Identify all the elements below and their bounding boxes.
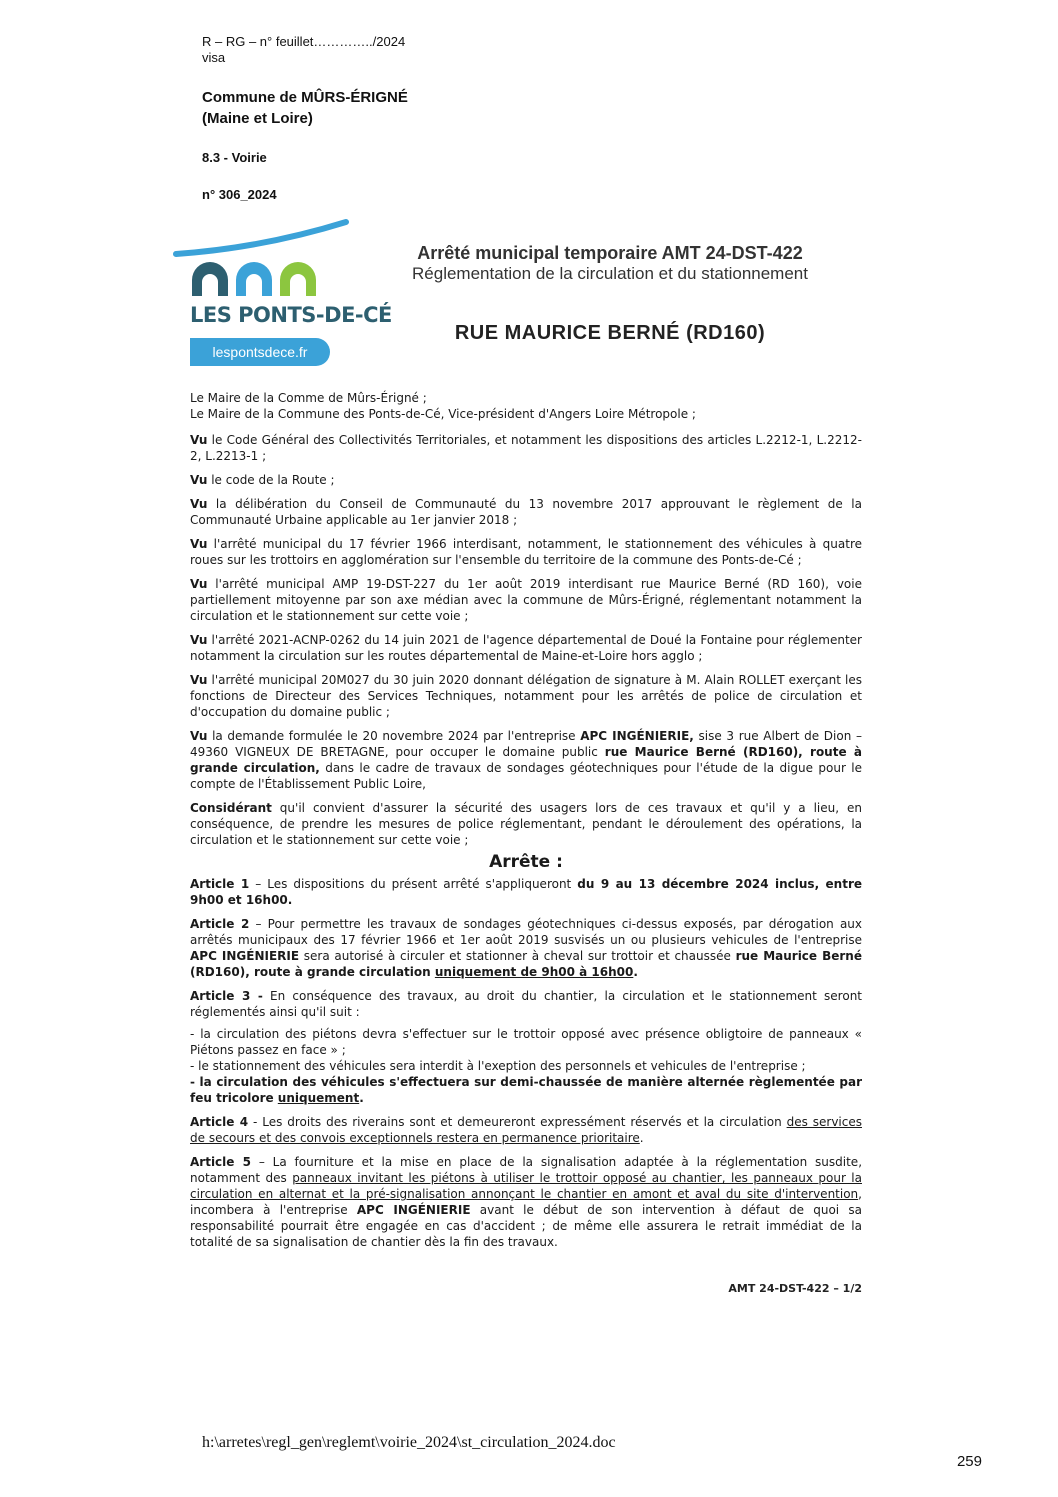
article-dates: du 9 au 13 décembre 2024 inclus, entre 9h00 et 16h00. <box>190 877 862 907</box>
vu-paragraph <box>190 632 862 664</box>
article-text: – La fourniture et la mise en place de la signalisation adaptée à la réglementation susdite, notamment des <box>190 1155 863 1185</box>
vu-paragraph <box>190 496 862 528</box>
article-text: . <box>359 1091 364 1105</box>
vu-text: sise 3 rue Albert de Dion – 49360 VIGNEUX DE BRETAGNE, pour occuper le domaine public <box>190 729 862 759</box>
vu-paragraph <box>190 576 862 624</box>
article-text: uniquement <box>277 1091 360 1105</box>
article-text: – Les dispositions du présent arrêté s'appliqueront <box>249 877 578 891</box>
vu-text: la délibération du Conseil de Communauté du 13 novembre 2017 approuvant le règlement de la Communauté Urbaine applicable au 1er janvier 2018 ; <box>190 497 862 527</box>
visa-label: visa <box>202 50 226 65</box>
article-text: des services de secours et des convois exceptionnels restera en permanence prioritaire <box>190 1115 862 1145</box>
vu-text: l'arrêté municipal du 17 février 1966 interdisant, notamment, le stationnement des véhicules à quatre roues sur les trottoirs en agglomération sur l'ensemble du territoire de la commune des Ponts-de-Cé ; <box>190 537 862 567</box>
vu-paragraph <box>190 472 862 488</box>
arrete-subtitle: Réglementation de la circulation et du stationnement <box>412 264 808 283</box>
article-label: Article 4 <box>190 1115 249 1129</box>
street-name: rue Maurice Berné (RD160), route à grande circulation <box>190 949 862 979</box>
vu-keyword: Vu <box>190 673 208 687</box>
arrete-body <box>190 390 862 1258</box>
vu-text: l'arrêté municipal AMP 19-DST-227 du 1er août 2019 interdisant rue Maurice Berné (RD 160), voie partiellement mitoyenne par son axe médian avec la commune de Mûrs-Érigné, réglementant notamment la circulation et le stationnement sur cette voie ; <box>190 577 862 623</box>
commune-department: (Maine et Loire) <box>202 110 313 127</box>
article-2 <box>190 916 862 980</box>
article-text: , incombera à l'entreprise <box>190 1187 862 1217</box>
logo-url: lespontsdece.fr <box>190 338 330 366</box>
company-name: APC INGÉNIERIE <box>190 949 300 963</box>
preamble-mayor-1: Le Maire de la Comme de Mûrs-Érigné ; <box>190 391 427 405</box>
vu-text: la demande formulée le 20 novembre 2024 par l'entreprise <box>207 729 581 743</box>
article-text: panneaux invitant les piétons à utiliser le trottoir opposé au chantier, les panneaux pour la circulation en alternat et la pré-signalisation annonçant le chantier en amont et aval du site d'intervention <box>190 1171 862 1201</box>
article-text: . <box>639 1131 644 1145</box>
article-text: - la circulation des véhicules s'effectuera sur demi-chaussée de manière alternée règlementée par feu tricolore <box>190 1075 862 1105</box>
article-1 <box>190 876 862 908</box>
article-text: – Pour permettre les travaux de sondages géotechniques ci-dessus exposés, par dérogation aux arrêtés municipaux des 17 février 1966 et 1er août 2019 susvisés un ou plusieurs vehicules de l'entreprise <box>190 917 862 947</box>
vu-demande-paragraph <box>190 728 862 792</box>
article-3-item-1: - la circulation des piétons devra s'effectuer sur le trottoir opposé avec présence obligtoire de panneaux « Piétons passez en face » ; <box>190 1027 862 1057</box>
article-text: . <box>633 965 638 979</box>
vu-text: le Code Général des Collectivités Territoriales, et notamment les dispositions des articles L.2212-1, L.2212-2, L.2213-1 ; <box>190 433 862 463</box>
vu-keyword: Vu <box>190 577 208 591</box>
page-code: AMT 24-DST-422 – 1/2 <box>728 1282 862 1295</box>
feuillet-reference: R – RG – n° feuillet…………../2024 <box>202 34 406 49</box>
article-text: - Les droits des riverains sont et demeureront expressément réservés et la circulation <box>248 1115 787 1129</box>
arrete-title: Arrêté municipal temporaire AMT 24-DST-422 <box>417 243 803 263</box>
vu-keyword: Vu <box>190 633 208 647</box>
vu-paragraph <box>190 432 862 464</box>
vu-text: le code de la Route ; <box>207 473 335 487</box>
section-label: 8.3 - Voirie <box>202 150 267 165</box>
logo-wordmark: LES PONTS-DE-CÉ <box>190 303 392 327</box>
vu-keyword: Vu <box>190 473 208 487</box>
vu-paragraph <box>190 536 862 568</box>
vu-keyword: Vu <box>190 729 208 743</box>
article-text: avant le début de son intervention à défaut de quoi sa responsabilité pourrait être engagée en cas d'accident ; de même elle assurera le retrait immédiat de la totalité de sa signalisation de chantier dès la fin des travaux. <box>190 1203 862 1249</box>
article-label: Article 1 <box>190 877 250 891</box>
street-heading: RUE MAURICE BERNÉ (RD160) <box>454 322 766 344</box>
company-name: APC INGÉNIERIE, <box>580 729 694 743</box>
page-number: 259 <box>956 1453 982 1470</box>
vu-text: l'arrêté 2021-ACNP-0262 du 14 juin 2021 de l'agence départemental de Doué la Fontaine pour réglementer notamment la circulation sur les routes départemental de Maine-et-Loire hors agglo ; <box>190 633 862 663</box>
article-4 <box>190 1114 862 1146</box>
article-hours: uniquement de 9h00 à 16h00 <box>434 965 634 979</box>
vu-keyword: Vu <box>190 433 208 447</box>
company-name: APC INGÉNIERIE <box>356 1203 471 1217</box>
vu-text: dans le cadre de travaux de sondages géotechniques pour l'étude de la digue pour le compte de l'Établissement Public Loire, <box>190 761 862 791</box>
considerant-keyword: Considérant <box>190 801 272 815</box>
considerant-paragraph <box>190 800 862 848</box>
article-label: Article 2 <box>190 917 250 931</box>
preamble-mayor-2: Le Maire de la Commune des Ponts-de-Cé, Vice-président d'Angers Loire Métropole ; <box>190 407 696 421</box>
article-label: Article 3 - <box>190 989 263 1003</box>
article-text: sera autorisé à circuler et stationner à cheval sur trottoir et chaussée <box>299 949 736 963</box>
commune-name: Commune de MÛRS-ÉRIGNÉ <box>202 89 408 106</box>
article-5 <box>190 1154 862 1250</box>
article-text: En conséquence des travaux, au droit du chantier, la circulation et le stationnement seront réglementés ainsi qu'il suit : <box>190 989 862 1019</box>
street-name: rue Maurice Berné (RD160), route à grande circulation, <box>190 745 862 775</box>
article-3 <box>190 988 862 1020</box>
preamble <box>190 390 862 422</box>
article-3-item-2: - le stationnement des véhicules sera interdit à l'exeption des personnels et vehicules de l'entreprise ; <box>190 1059 806 1073</box>
vu-keyword: Vu <box>190 537 208 551</box>
considerant-text: qu'il convient d'assurer la sécurité des usagers lors de ces travaux et qu'il y a lieu, en conséquence, de prendre les mesures de police réglementant, pendant le déroulement des opérations, la circulation et le stationnement sur cette voie ; <box>190 801 862 847</box>
article-label: Article 5 <box>190 1155 251 1169</box>
document-number: n° 306_2024 <box>202 187 277 202</box>
vu-paragraph <box>190 672 862 720</box>
arrete-heading: Arrête : <box>489 852 563 872</box>
vu-text: l'arrêté municipal 20M027 du 30 juin 2020 donnant délégation de signature à M. Alain ROLLET exerçant les fonctions de Directeur des Services Techniques, notamment pour les arrêtés de police de circulation et d'occupation du domaine public ; <box>190 673 862 719</box>
file-path: h:\arretes\regl_gen\reglemt\voirie_2024\st_circulation_2024.doc <box>202 1434 616 1451</box>
vu-keyword: Vu <box>190 497 208 511</box>
article-3-item-3 <box>190 1074 862 1106</box>
